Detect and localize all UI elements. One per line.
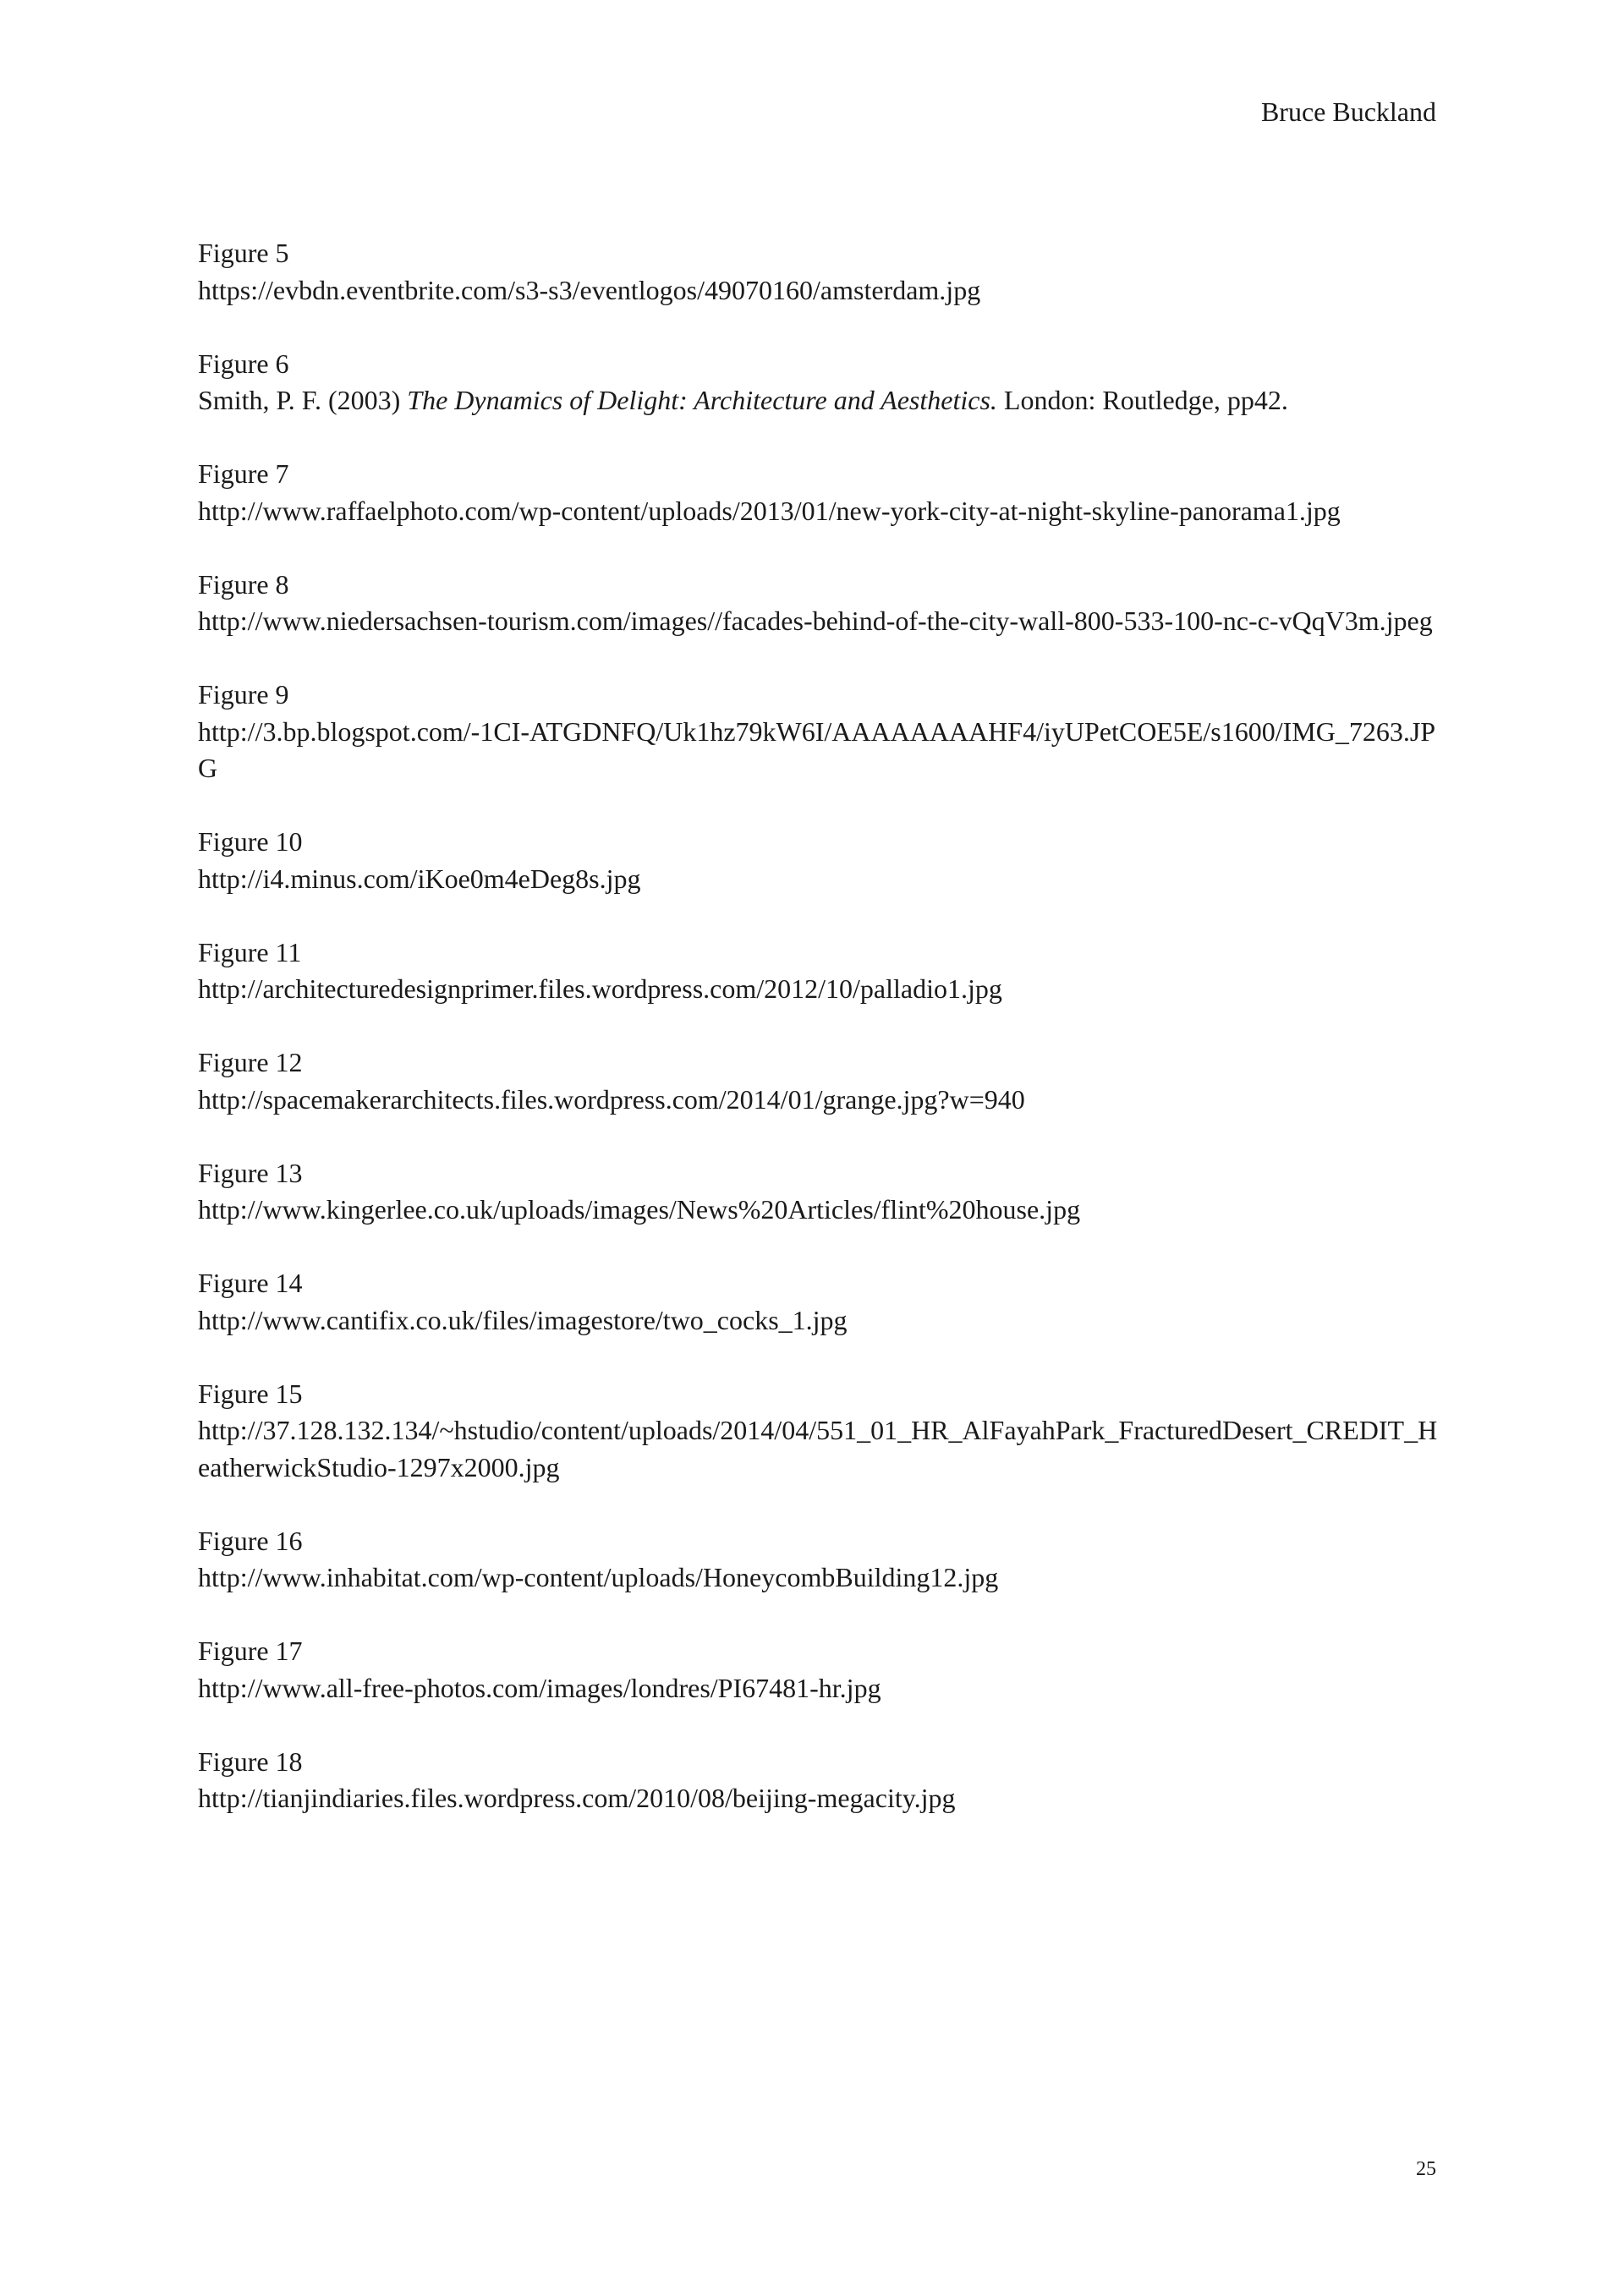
figure-reference — [198, 934, 1441, 1008]
citation-publisher: London: Routledge, pp42. — [996, 385, 1288, 415]
figure-source-citation — [198, 382, 1441, 419]
figure-source-url: http://37.128.132.134/~hstudio/content/uploads/2014/04/551_01_HR_AlFayahPark_FracturedDesert_CREDIT_HeatherwickStudio-1297x2000.jpg — [198, 1415, 1438, 1482]
figure-label: Figure 10 — [198, 826, 303, 857]
figure-reference — [198, 1523, 1441, 1597]
figure-reference-list — [198, 235, 1441, 1854]
figure-source-url: http://www.inhabitat.com/wp-content/uploads/HoneycombBuilding12.jpg — [198, 1562, 999, 1592]
figure-label: Figure 11 — [198, 936, 302, 967]
figure-reference — [198, 1265, 1441, 1339]
figure-reference — [198, 456, 1441, 529]
figure-label: Figure 5 — [198, 238, 289, 268]
figure-label: Figure 9 — [198, 679, 289, 710]
figure-source-url: http://www.cantifix.co.uk/files/imagestore/two_cocks_1.jpg — [198, 1304, 848, 1335]
figure-label: Figure 18 — [198, 1745, 303, 1777]
figure-source-url: http://3.bp.blogspot.com/-1CI-ATGDNFQ/Uk1hz79kW6I/AAAAAAAAHF4/iyUPetCOE5E/s1600/IMG_7263.JPG — [198, 715, 1436, 783]
figure-reference — [198, 824, 1441, 897]
figure-reference — [198, 1376, 1441, 1487]
figure-source-url: http://www.all-free-photos.com/images/londres/PI67481-hr.jpg — [198, 1672, 881, 1703]
figure-label: Figure 14 — [198, 1268, 303, 1298]
figure-source-url: http://www.kingerlee.co.uk/uploads/images/News%20Articles/flint%20house.jpg — [198, 1194, 1081, 1225]
figure-label: Figure 7 — [198, 458, 289, 489]
figure-source-url: http://tianjindiaries.files.wordpress.com/2010/08/beijing-megacity.jpg — [198, 1783, 956, 1813]
figure-label: Figure 15 — [198, 1378, 303, 1409]
figure-label: Figure 16 — [198, 1525, 303, 1556]
figure-reference — [198, 346, 1441, 419]
figure-label: Figure 13 — [198, 1157, 303, 1188]
figure-source-url: http://architecturedesignprimer.files.wordpress.com/2012/10/palladio1.jpg — [198, 973, 1002, 1004]
figure-source-url: http://www.raffaelphoto.com/wp-content/uploads/2013/01/new-york-city-at-night-skyline-panorama1.jpg — [198, 495, 1341, 526]
citation-author-year: Smith, P. F. (2003) — [198, 385, 408, 415]
figure-source-url: http://www.niedersachsen-tourism.com/images//facades-behind-of-the-city-wall-800-533-100-nc-c-vQqV3m.jpeg — [198, 606, 1433, 636]
figure-source-url: https://evbdn.eventbrite.com/s3-s3/eventlogos/49070160/amsterdam.jpg — [198, 274, 981, 305]
figure-reference — [198, 1633, 1441, 1707]
figure-reference — [198, 1155, 1441, 1229]
header-author: Bruce Buckland — [1260, 96, 1436, 127]
figure-source-url: http://i4.minus.com/iKoe0m4eDeg8s.jpg — [198, 863, 641, 894]
figure-reference — [198, 235, 1441, 309]
figure-source-url: http://spacemakerarchitects.files.wordpress.com/2014/01/grange.jpg?w=940 — [198, 1083, 1025, 1115]
figure-reference — [198, 567, 1441, 640]
figure-reference — [198, 677, 1441, 787]
figure-reference — [198, 1044, 1441, 1118]
page-number: 25 — [1416, 2158, 1436, 2180]
figure-label: Figure 8 — [198, 568, 289, 600]
citation-book-title: The Dynamics of Delight: Architecture and Aesthetics. — [407, 385, 997, 415]
figure-reference — [198, 1744, 1441, 1817]
figure-label: Figure 6 — [198, 348, 289, 379]
figure-label: Figure 12 — [198, 1047, 303, 1077]
figure-label: Figure 17 — [198, 1636, 303, 1666]
